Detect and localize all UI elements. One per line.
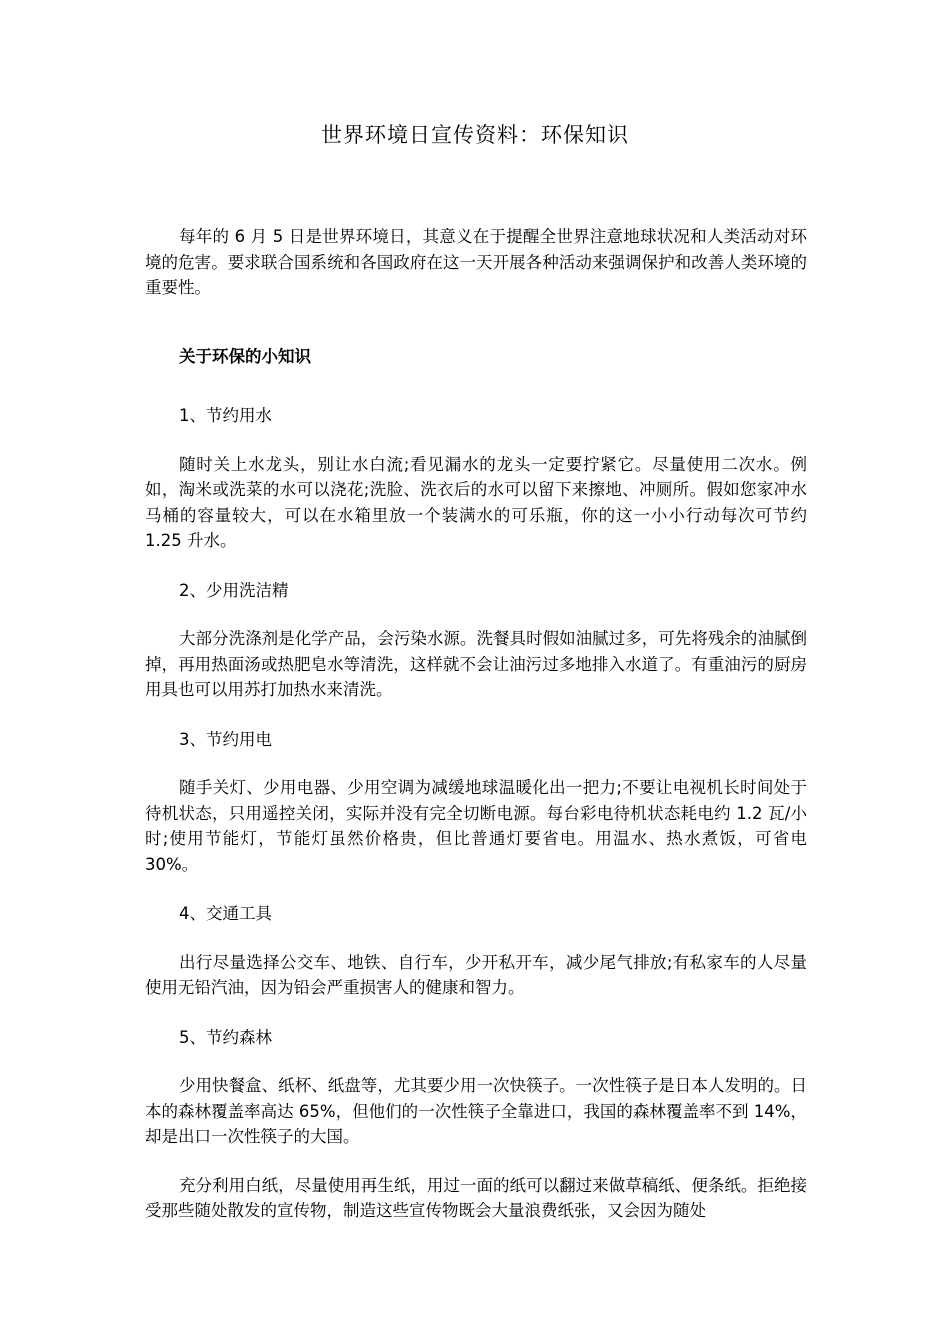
intro-paragraph: 每年的 6 月 5 日是世界环境日，其意义在于提醒全世界注意地球状况和人类活动对环境的危害。要求联合国系统和各国政府在这一天开展各种活动来强调保护和改善人类环境的重要性。	[145, 227, 807, 297]
item-paragraph-transport: 出行尽量选择公交车、地铁、自行车，少开私开车，减少尾气排放;有私家车的人尽量使用无铅汽油，因为铅会严重损害人的健康和智力。	[145, 952, 807, 997]
item-heading-forest: 5、节约森林	[179, 1027, 272, 1047]
item-paragraph-forest-2: 充分利用白纸，尽量使用再生纸，用过一面的纸可以翻过来做草稿纸、便条纸。拒绝接受那些随处散发的宣传物，制造这些宣传物既会大量浪费纸张，又会因为随处	[145, 1175, 807, 1220]
item-heading-transport: 4、交通工具	[179, 904, 272, 923]
item-heading-detergent: 2、少用洗洁精	[179, 580, 289, 600]
section-heading: 关于环保的小知识	[179, 346, 311, 366]
document-body	[145, 224, 807, 1224]
item-paragraph-forest-1: 少用快餐盒、纸杯、纸盘等，尤其要少用一次快筷子。一次性筷子是日本人发明的。日本的森林覆盖率高达 65%，但他们的一次性筷子全靠进口，我国的森林覆盖率不到 14%，却是出口一次性筷子的大国。	[145, 1076, 807, 1146]
item-paragraph-detergent: 大部分洗涤剂是化学产品，会污染水源。洗餐具时假如油腻过多，可先将残余的油腻倒掉，再用热面汤或热肥皂水等清洗，这样就不会让油污过多地排入水道了。有重油污的厨房用具也可以用苏打加热水来清洗。	[145, 629, 807, 699]
item-heading-electricity: 3、节约用电	[179, 729, 272, 749]
item-paragraph-water: 随时关上水龙头，别让水白流;看见漏水的龙头一定要拧紧它。尽量使用二次水。例如，淘米或洗菜的水可以浇花;洗脸、洗衣后的水可以留下来擦地、冲厕所。假如您家冲水马桶的容量较大，可以在水箱里放一个装满水的可乐瓶，你的这一小小行动每次可节约 1.25 升水。	[145, 454, 807, 550]
item-paragraph-electricity: 随手关灯、少用电器、少用空调为减缓地球温暖化出一把力;不要让电视机长时间处于待机状态，只用遥控关闭，实际并没有完全切断电源。每台彩电待机状态耗电约 1.2 瓦/小时;使用节能灯，节能灯虽然价格贵，但比普通灯要省电。用温水、热水煮饭，可省电 30%。	[145, 778, 807, 874]
document-title: 世界环境日宣传资料：环保知识	[321, 123, 629, 147]
item-heading-water: 1、节约用水	[179, 406, 272, 425]
